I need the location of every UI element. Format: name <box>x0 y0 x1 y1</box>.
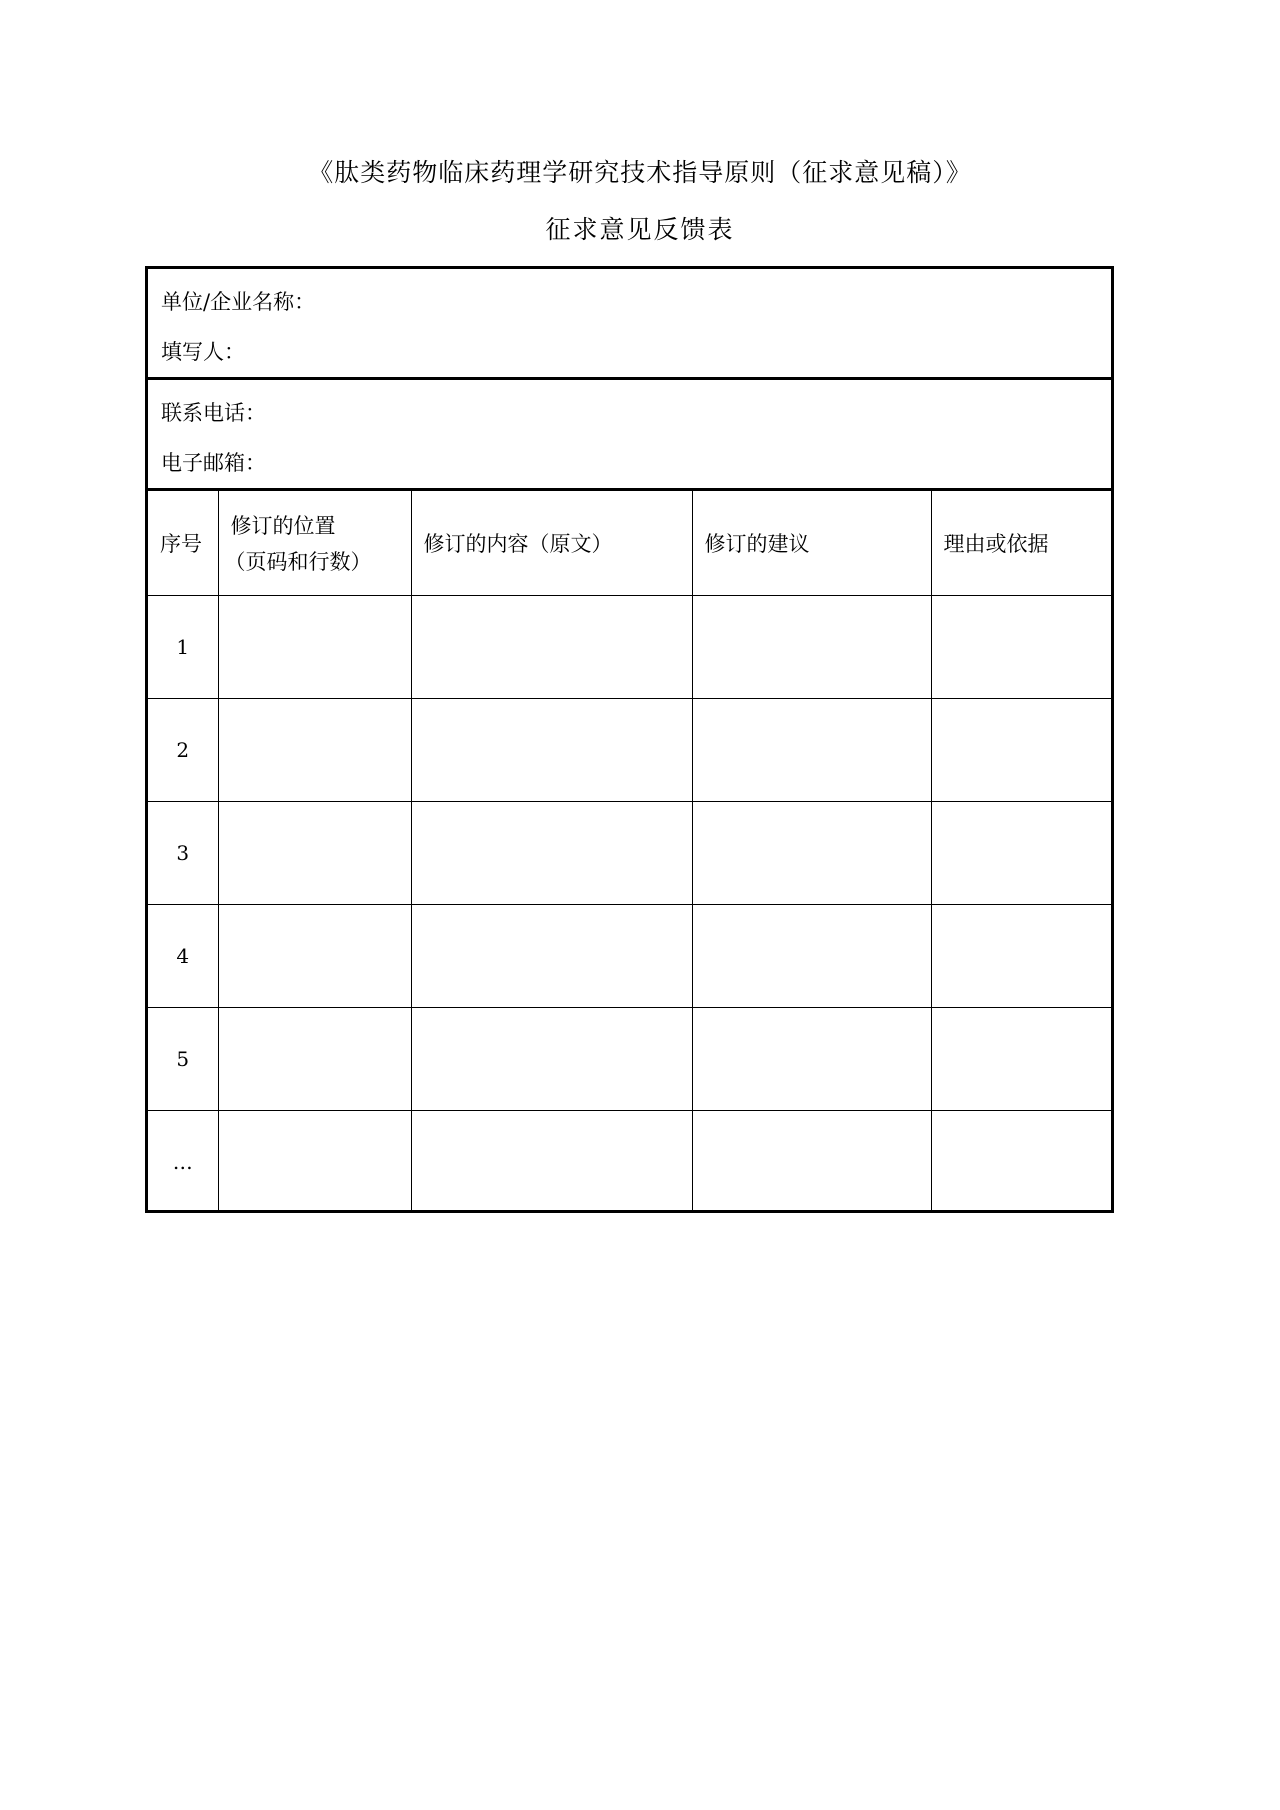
table-row <box>148 802 1111 905</box>
content-cell[interactable] <box>411 596 692 699</box>
table-row <box>148 1008 1111 1111</box>
reason-cell[interactable] <box>931 802 1111 905</box>
filler-name-field[interactable]: 填写人： <box>161 340 245 364</box>
table-header-row <box>148 491 1111 596</box>
position-cell[interactable] <box>218 802 411 905</box>
content-cell[interactable] <box>411 905 692 1008</box>
table-row <box>148 905 1111 1008</box>
unit-name-field[interactable]: 单位/企业名称： <box>161 290 316 314</box>
header-suggestion: 修订的建议 <box>692 491 931 596</box>
position-cell[interactable] <box>218 699 411 802</box>
content-cell[interactable] <box>411 699 692 802</box>
table-row <box>148 699 1111 802</box>
feedback-form <box>145 266 1114 1213</box>
row-index: 3 <box>148 802 218 905</box>
row-index: … <box>148 1111 218 1214</box>
content-cell[interactable] <box>411 802 692 905</box>
suggestion-cell[interactable] <box>692 1008 931 1111</box>
phone-field[interactable]: 联系电话： <box>161 401 266 425</box>
suggestion-cell[interactable] <box>692 699 931 802</box>
row-index: 5 <box>148 1008 218 1111</box>
suggestion-cell[interactable] <box>692 905 931 1008</box>
reason-cell[interactable] <box>931 905 1111 1008</box>
reason-cell[interactable] <box>931 1111 1111 1214</box>
content-cell[interactable] <box>411 1008 692 1111</box>
table-row <box>148 596 1111 699</box>
suggestion-cell[interactable] <box>692 1111 931 1214</box>
position-cell[interactable] <box>218 596 411 699</box>
contact-info-section <box>148 380 1111 491</box>
organization-info-section <box>148 269 1111 380</box>
suggestion-cell[interactable] <box>692 596 931 699</box>
row-index: 2 <box>148 699 218 802</box>
reason-cell[interactable] <box>931 596 1111 699</box>
header-index: 序号 <box>148 491 218 596</box>
content-cell[interactable] <box>411 1111 692 1214</box>
reason-cell[interactable] <box>931 699 1111 802</box>
header-position-line1: 修订的位置 <box>230 514 336 538</box>
feedback-table <box>148 491 1111 1213</box>
position-cell[interactable] <box>218 905 411 1008</box>
header-reason: 理由或依据 <box>931 491 1111 596</box>
header-content: 修订的内容（原文） <box>411 491 692 596</box>
suggestion-cell[interactable] <box>692 802 931 905</box>
position-cell[interactable] <box>218 1111 411 1214</box>
email-field[interactable]: 电子邮箱： <box>161 451 266 475</box>
header-position <box>218 491 411 596</box>
table-row <box>148 1111 1111 1214</box>
row-index: 1 <box>148 596 218 699</box>
position-cell[interactable] <box>218 1008 411 1111</box>
document-title: 《肽类药物临床药理学研究技术指导原则（征求意见稿）》 <box>308 158 972 187</box>
document-subtitle: 征求意见反馈表 <box>545 215 735 244</box>
row-index: 4 <box>148 905 218 1008</box>
header-position-line2: （页码和行数） <box>224 550 372 574</box>
reason-cell[interactable] <box>931 1008 1111 1111</box>
